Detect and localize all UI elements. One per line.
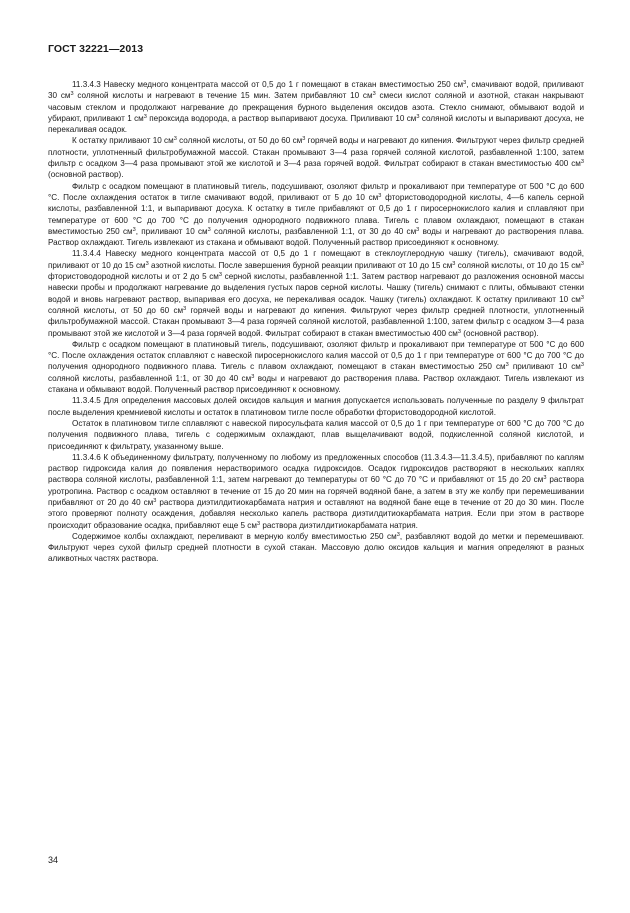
superscript: 3 xyxy=(218,272,223,279)
superscript: 3 xyxy=(580,362,584,369)
paragraph: 11.3.4.3 Навеску медного концентрата массой от 0,5 до 1 г помещают в стакан вместимостью 250 $см^3$, смачивают водой, приливают 30 $см^3$ соляной кислоты и нагревают в течение 15 мин. Затем прибавляют 10 $см^3$ смеси кислот соляной и азотной, стакан накрывают часовым стеклом и продолжают нагревание до прекращения бурного выделения оксидов азота. Стекло снимают, обмывают водой и убирают, приливают 1 $см^3$ пероксида водорода, а раствор выпаривают досуха. Приливают 10 $см^3$ соляной кислоты и выпаривают досуха, не перекаливая осадок. xyxy=(48,80,584,135)
superscript: 3 xyxy=(452,260,456,267)
paragraph: Остаток в платиновом тигле сплавляют с навеской пиросульфата калия массой от 0,5 до 1 г при температуре от 600 °С до 700 °С до получения подвижного плава, тигель с содержимым охлаждают, плав выщелачивают водой, подкисленной соляной кислотой, и присоединяют к фильтрату, указанному выше. xyxy=(48,418,584,451)
superscript: 3 xyxy=(153,497,157,504)
superscript: 3 xyxy=(183,305,187,312)
superscript: 3 xyxy=(580,159,584,166)
superscript: 3 xyxy=(378,192,382,199)
superscript: 3 xyxy=(70,91,74,98)
superscript: 3 xyxy=(580,294,584,301)
superscript: 3 xyxy=(173,136,177,143)
superscript: 3 xyxy=(302,136,306,143)
paragraph: Фильтр с осадком помещают в платиновый тигель, подсушивают, озоляют фильтр и прокаливают при температуре от 500 °С до 600 °С. После охлаждения остаток в тигле смачивают водой, приливают от 5 до 10 $см^3$ фтористоводородной кислоты, 4—6 капель серной кислоты, разбавленной 1:1, и выпаривают досуха. К остатку в тигле прибавляют от 0,5 до 1 г пиросернокислого калия и сплавляют при температуре от 600 °С до 700 °С до получения однородного подвижного плава. Тигель с плавом охлаждают, помещают в стакан вместимостью 250 $см^3$, приливают 10 $см^3$ соляной кислоты, разбавленной 1:1, от 30 до 40 $см^3$ воды и нагревают до растворения плава. Раствор охлаждают. Тигель извлекают из стакана и обмывают водой. Полученный раствор присоединяют к основному. xyxy=(48,181,584,248)
superscript: 3 xyxy=(256,520,261,527)
superscript: 3 xyxy=(416,226,420,233)
paragraph: 11.3.4.5 Для определения массовых долей оксидов кальция и магния допускается использовать полученные по разделу 9 фильтрат после выделения кремниевой кислоты и остаток в платиновом тигле после обработки фтористоводородной кислотой. xyxy=(48,396,584,417)
document-header: ГОСТ 32221—2013 xyxy=(48,43,144,55)
superscript: 3 xyxy=(463,80,467,86)
superscript: 3 xyxy=(372,91,376,98)
paragraph: К остатку приливают 10 $см^3$ соляной кислоты, от 50 до 60 $см^3$ горячей воды и нагревают до кипения. Фильтруют через фильтр средней плотности, уплотненный фильтробумажной массой. Стакан промывают 3—4 раза горячей соляной кислотой, разбавленной 1:100, затем фильтр с осадком 3—4 раза промывают этой же кислотой и 3—4 раза горячей водой. Фильтрат собирают в стакан вместимостью 400 $см^3$ (основной раствор). xyxy=(48,136,585,180)
superscript: 3 xyxy=(145,260,149,267)
superscript: 3 xyxy=(132,226,136,233)
superscript: 3 xyxy=(543,475,547,482)
paragraph: Фильтр с осадком помещают в платиновый тигель, подсушивают, озоляют фильтр и прокаливают при температуре от 500 °С до 600 °С. После охлаждения остаток сплавляют с навеской пиросернокислого калия массой от 0,5 до 1 г при температуре от 600 °С до 700 °С до получения однородного подвижного плава. Тигель с плавом охлаждают, помещают в стакан вместимостью 250 $см^3$ приливают 10 $см^3$ соляной кислоты, разбавленной 1:1, от 30 до 40 $см^3$ воды и нагревают до растворения плава. Раствор охлаждают. Тигель извлекают из стакана и обмывают водой. Полученный раствор присоединяют к основному. xyxy=(48,339,585,395)
paragraph: 11.3.4.4 Навеску медного концентрата массой от 0,5 до 1 г помещают в стеклоуглеродную чашку (тигель), смачивают водой, приливают от 10 до 15 $см^3$ азотной кислоты. После завершения бурной реакции приливают от 10 до 15 $см^3$ соляной кислоты, от 10 до 15 $см^3$ фтористоводородной кислоты и от 2 до 5 $см^3$ серной кислоты, разбавленной 1:1. Затем раствор нагревают до разложения основной массы навески пробы и продолжают нагревание до выделения густых паров серной кислоты. Чашку (тигель) снимают с плиты, обмывают стенки водой и вновь нагревают раствор, выпаривая его досуха, не перекаливая осадок. Чашку (тигель) охлаждают. К остатку приливают 10 $см^3$ соляной кислоты, от 50 до 60 $см^3$ горячей воды и нагревают до кипения. Фильтруют через фильтр средней плотности, уплотненный фильтробумажной массой. Стакан промывают 3—4 раза горячей соляной кислотой, разбавленной 1:100, затем фильтр с осадком 3—4 раза промывают этой же кислотой и 3—4 раза горячей водой. Фильтрат собирают в стакан вместимостью 400 $см^3$ (основной раствор). xyxy=(48,249,584,338)
superscript: 3 xyxy=(416,113,420,120)
superscript: 3 xyxy=(457,328,462,335)
paragraph: 11.3.4.6 К объединенному фильтрату, полученному по любому из предложенных способов (11.3.4.3—11.3.4.5), прибавляют по каплям раствор гидроксида калия до появления нерастворимого осадка гидроксидов. Осадок гидроксидов растворяют в нескольких каплях раствора соляной кислоты, разбавленной 1:1, затем нагревают до температуры от 60 °С до 70 °С и прибавляют от 15 до 20 $см^3$ раствора уротропина. Раствор с осадком оставляют в течение от 15 до 20 мин на горячей водяной бане, а затем в эту же колбу при перемешивании прибавляют от 20 до 40 $см^3$ раствора диэтилдитиокарбамата натрия и оставляют на водяной бане еще в течение от 20 до 30 мин. После этого проверяют полноту осаждения, добавляя несколько капель раствора диэтилдитиокарбамата натрия. Если при этом в растворе происходит образование осадка, прибавляют еще 5 $см^3$ раствора диэтилдитиокарбамата натрия. xyxy=(48,452,585,530)
superscript: 3 xyxy=(580,260,584,267)
document-body xyxy=(48,79,584,565)
superscript: 3 xyxy=(207,226,211,233)
superscript: 3 xyxy=(251,373,255,380)
paragraph: Содержимое колбы охлаждают, переливают в мерную колбу вместимостью 250 $см^3$, разбавляют водой до метки и перемешивают. Фильтруют через сухой фильтр средней плотности в сухой стакан. Массовую долю оксидов кальция и магния определяют в разных аликвотных частях раствора. xyxy=(48,531,584,564)
superscript: 3 xyxy=(505,362,509,369)
page-number: 34 xyxy=(48,855,59,865)
superscript: 3 xyxy=(143,113,147,120)
superscript: 3 xyxy=(396,531,400,538)
